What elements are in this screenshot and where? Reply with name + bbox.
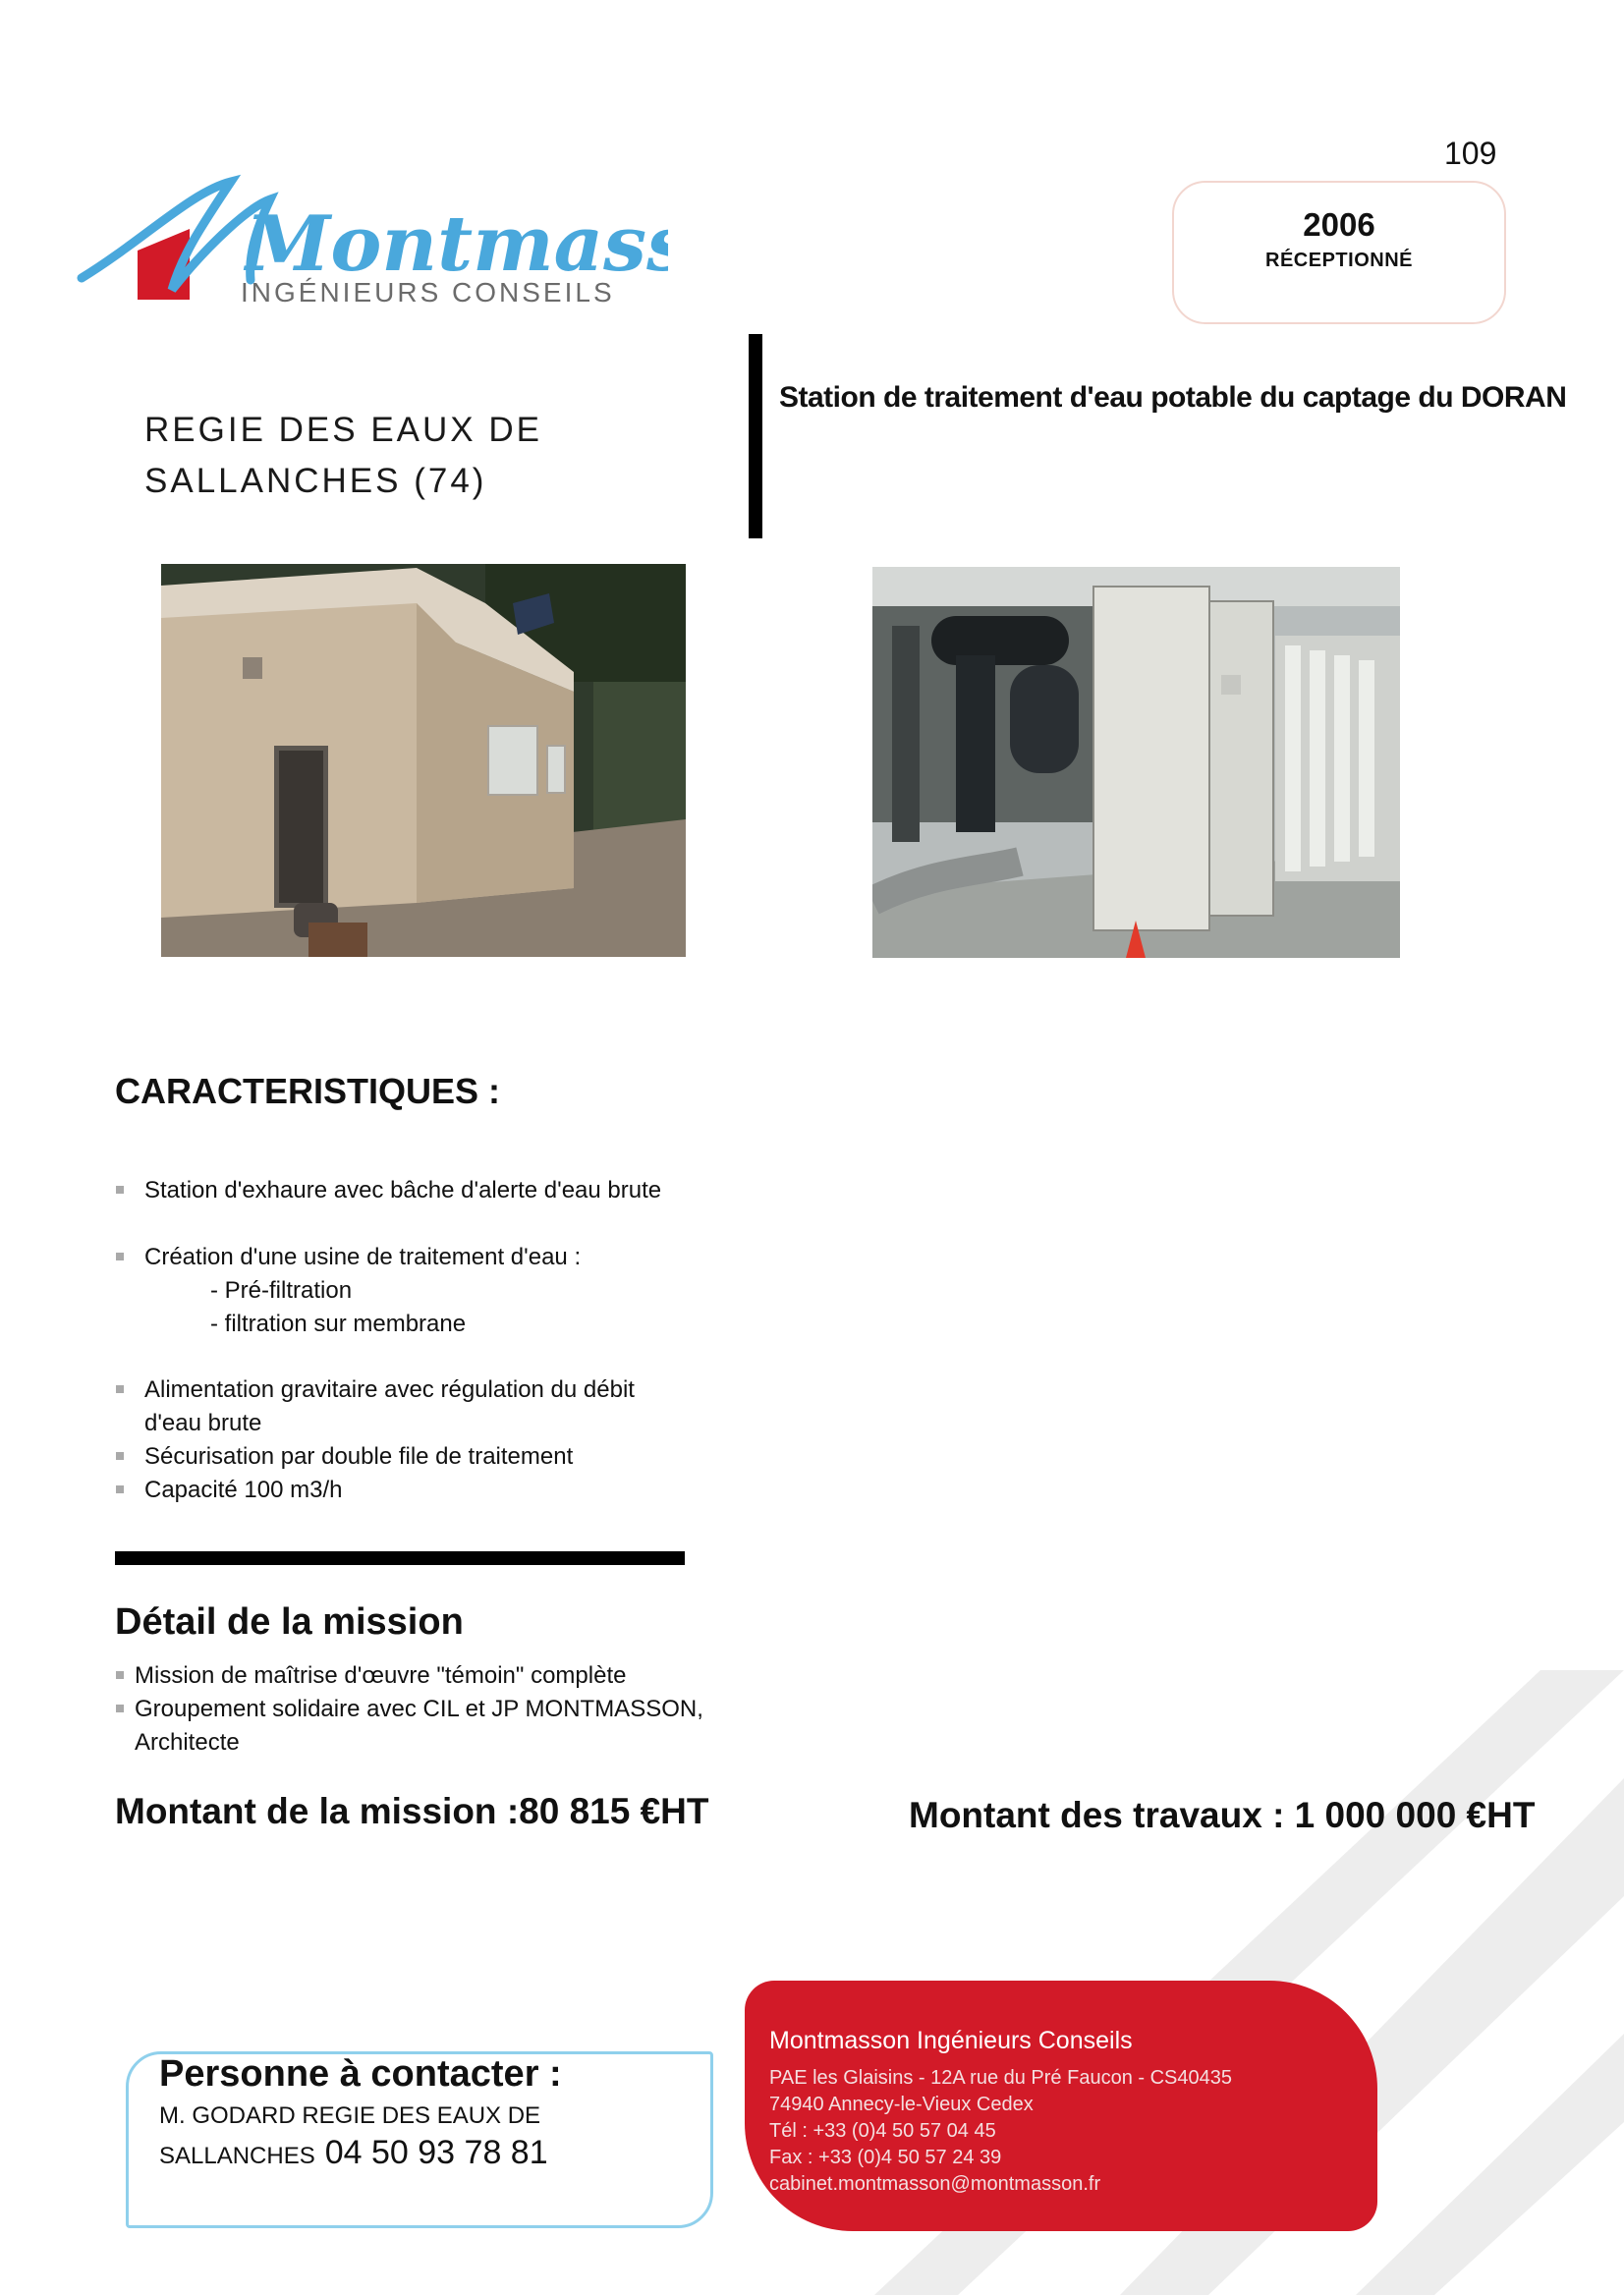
logo-tagline: INGÉNIEURS CONSEILS xyxy=(241,277,615,308)
mission-heading: Détail de la mission xyxy=(115,1601,464,1643)
company-email: cabinet.montmasson@montmasson.fr xyxy=(769,2173,1101,2195)
characteristic-item-continuation: d'eau brute xyxy=(144,1410,262,1436)
contact-title: Personne à contacter : xyxy=(159,2053,562,2095)
characteristic-sub-item: - filtration sur membrane xyxy=(210,1311,467,1337)
mission-item: Mission de maîtrise d'œuvre "témoin" complète xyxy=(135,1662,627,1689)
contact-organization: SALLANCHES xyxy=(159,2143,315,2169)
characteristic-item: Sécurisation par double file de traitement xyxy=(144,1443,574,1470)
treatment-plant-photo xyxy=(872,567,1400,958)
contact-name: M. GODARD REGIE DES EAUX DE xyxy=(159,2102,541,2129)
company-address-line: 74940 Annecy-le-Vieux Cedex xyxy=(769,2094,1034,2115)
mission-item-continuation: Architecte xyxy=(135,1729,240,1756)
contact-line2 xyxy=(159,2134,548,2172)
characteristic-item: Station d'exhaure avec bâche d'alerte d'eau brute xyxy=(144,1177,662,1203)
bullet-icon xyxy=(116,1485,124,1493)
status-box xyxy=(1172,181,1506,324)
bullet-icon xyxy=(116,1385,124,1393)
company-fax: Fax : +33 (0)4 50 57 24 39 xyxy=(769,2147,1002,2168)
characteristic-item: Alimentation gravitaire avec régulation du débit xyxy=(144,1376,635,1403)
characteristic-sub-item: - Pré-filtration xyxy=(210,1277,353,1304)
client-name-line2: SALLANCHES (74) xyxy=(144,462,487,500)
client-name-line1: REGIE DES EAUX DE xyxy=(144,411,542,449)
page-number: 109 xyxy=(1444,136,1497,171)
status-label: RÉCEPTIONNÉ xyxy=(1265,250,1413,271)
characteristic-item: Capacité 100 m3/h xyxy=(144,1477,343,1503)
company-name: Montmasson Ingénieurs Conseils xyxy=(769,2027,1133,2054)
characteristics-heading: CARACTERISTIQUES : xyxy=(115,1071,501,1111)
title-accent-bar xyxy=(749,334,762,538)
bullet-icon xyxy=(116,1705,124,1712)
bullet-icon xyxy=(116,1253,124,1260)
characteristic-item: Création d'une usine de traitement d'eau : xyxy=(144,1244,582,1270)
status-year: 2006 xyxy=(1303,206,1375,243)
building-photo xyxy=(161,564,686,957)
bullet-icon xyxy=(116,1671,124,1679)
bullet-icon xyxy=(116,1452,124,1460)
client-name xyxy=(144,405,695,507)
mission-item: Groupement solidaire avec CIL et JP MONTMASSON, xyxy=(135,1696,703,1722)
mission-amount: Montant de la mission :80 815 €HT xyxy=(115,1791,709,1831)
bullet-icon xyxy=(116,1186,124,1194)
logo-wordmark: Montmas xyxy=(246,199,647,289)
section-divider xyxy=(115,1551,685,1565)
company-address-line: PAE les Glaisins - 12A rue du Pré Faucon - CS40435 xyxy=(769,2067,1232,2089)
contact-phone: 04 50 93 78 81 xyxy=(324,2134,548,2171)
company-phone: Tél : +33 (0)4 50 57 04 45 xyxy=(769,2120,996,2142)
works-amount: Montant des travaux : 1 000 000 €HT xyxy=(909,1795,1536,1835)
project-title: Station de traitement d'eau potable du captage du DORAN xyxy=(779,381,1567,414)
